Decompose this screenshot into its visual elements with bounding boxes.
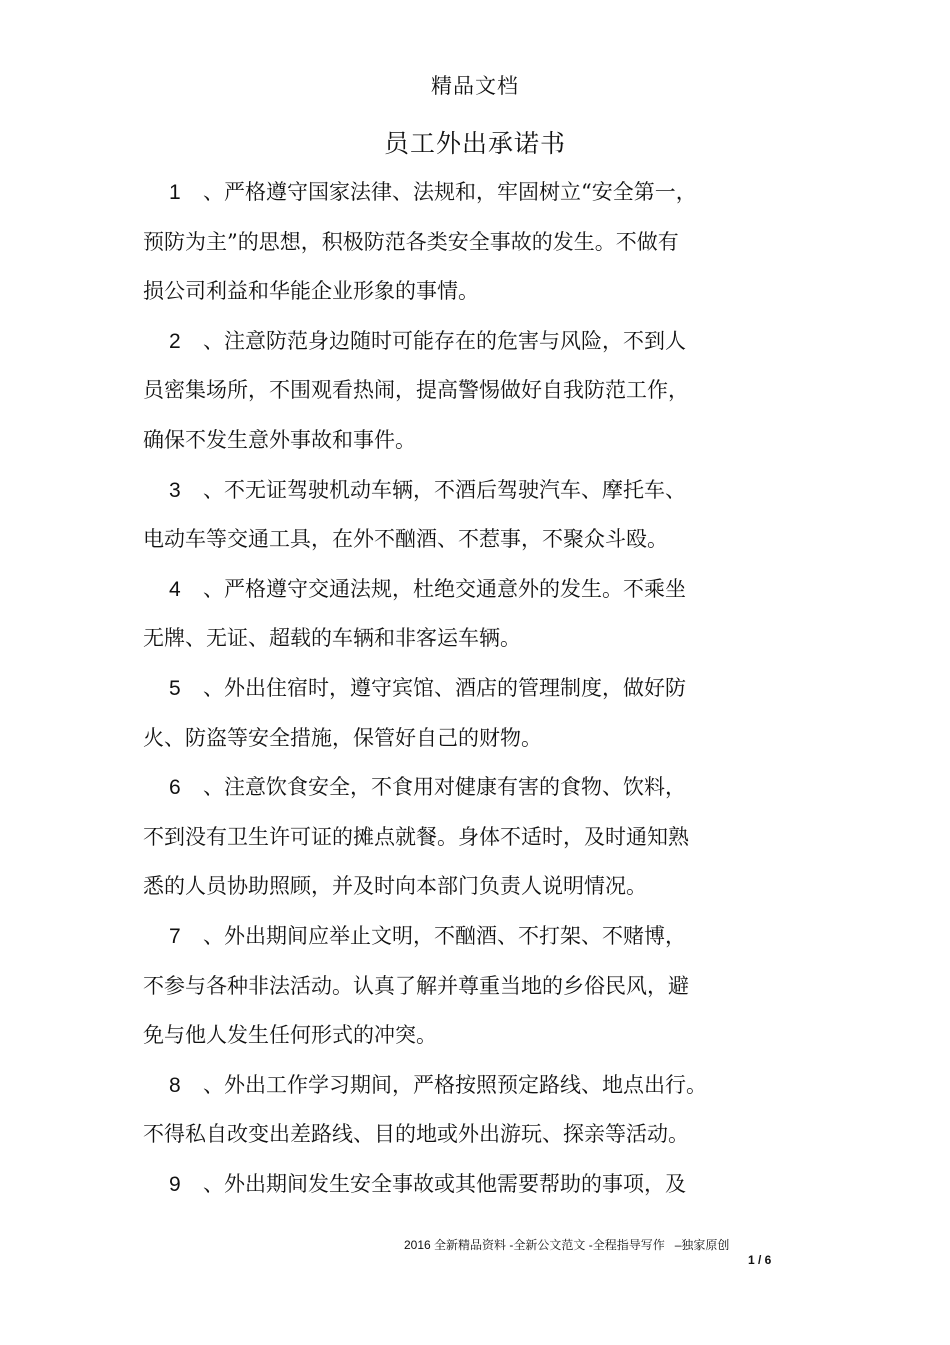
item-number: 3 xyxy=(169,478,181,502)
item-line xyxy=(143,1160,753,1210)
list-item xyxy=(143,565,753,664)
item-text: 、外出期间应举止文明，不酗酒、不打架、不赌博， xyxy=(203,923,686,948)
item-text: 、外出住宿时，遵守宾馆、酒店的管理制度，做好防 xyxy=(203,675,686,700)
item-line xyxy=(143,565,753,615)
list-item xyxy=(143,1061,753,1160)
item-line xyxy=(143,813,753,863)
item-text: 员密集场所，不围观看热闹，提高警惕做好自我防范工作， xyxy=(143,378,689,403)
item-line xyxy=(143,1011,753,1061)
item-line xyxy=(143,862,753,912)
list-item xyxy=(143,168,753,317)
item-text: 、注意防范身边随时可能存在的危害与风险，不到人 xyxy=(203,328,686,353)
list-item xyxy=(143,664,753,763)
item-line xyxy=(143,614,753,664)
item-text: 确保不发生意外事故和事件。 xyxy=(143,427,416,452)
item-line xyxy=(143,962,753,1012)
item-text: 不参与各种非法活动。认真了解并尊重当地的乡俗民风，避 xyxy=(143,973,689,998)
item-number: 8 xyxy=(169,1073,181,1097)
item-number: 7 xyxy=(169,924,181,948)
item-line xyxy=(143,714,753,764)
item-number: 9 xyxy=(169,1172,181,1196)
item-number: 6 xyxy=(169,776,181,800)
item-text: 、外出期间发生安全事故或其他需要帮助的事项，及 xyxy=(203,1171,686,1196)
item-line xyxy=(143,466,753,516)
page-number: 1 / 6 xyxy=(748,1253,772,1267)
item-text: 无牌、无证、超载的车辆和非客运车辆。 xyxy=(143,626,521,651)
item-line xyxy=(143,168,753,218)
list-item xyxy=(143,763,753,912)
item-text: 火、防盗等安全措施，保管好自己的财物。 xyxy=(143,725,542,750)
item-text: 、注意饮食安全，不食用对健康有害的食物、饮料， xyxy=(203,775,686,800)
item-line xyxy=(143,1110,753,1160)
item-text: 、不无证驾驶机动车辆，不酒后驾驶汽车、摩托车、 xyxy=(203,477,686,502)
document-title: 员工外出承诺书 xyxy=(383,129,566,158)
item-text: 不到没有卫生许可证的摊点就餐。身体不适时，及时通知熟 xyxy=(143,824,689,849)
item-text: 、严格遵守交通法规，杜绝交通意外的发生。不乘坐 xyxy=(203,576,686,601)
item-text: 悉的人员协助照顾，并及时向本部门负责人说明情况。 xyxy=(143,874,647,899)
item-line xyxy=(143,317,753,367)
item-line xyxy=(143,1061,753,1111)
item-number: 4 xyxy=(169,577,181,601)
item-text: 不得私自改变出差路线、目的地或外出游玩、探亲等活动。 xyxy=(143,1122,689,1147)
item-number: 1 xyxy=(169,181,181,204)
item-text: 、外出工作学习期间，严格按照预定路线、地点出行。 xyxy=(203,1072,707,1097)
item-line xyxy=(143,267,753,317)
item-line xyxy=(143,912,753,962)
item-line xyxy=(143,416,753,466)
item-line xyxy=(143,664,753,714)
header-watermark: 精品文档 xyxy=(431,74,519,98)
item-text: 电动车等交通工具，在外不酗酒、不惹事，不聚众斗殴。 xyxy=(143,527,668,552)
list-item xyxy=(143,317,753,466)
item-line xyxy=(143,366,753,416)
item-text: 、严格遵守国家法律、法规和，牢固树立“安全第一， xyxy=(203,180,697,204)
item-text: 预防为主”的思想，积极防范各类安全事故的发生。不做有 xyxy=(143,229,679,254)
list-item xyxy=(143,466,753,565)
document-body xyxy=(143,168,753,1209)
list-item xyxy=(143,1160,753,1210)
item-text: 损公司利益和华能企业形象的事情。 xyxy=(143,279,479,304)
footer-note: 2016 全新精品资料 -全新公文范文 -全程指导写作 –独家原创 xyxy=(404,1238,730,1252)
item-text: 免与他人发生任何形式的冲突。 xyxy=(143,1023,437,1048)
list-item xyxy=(143,912,753,1061)
item-line xyxy=(143,515,753,565)
item-number: 2 xyxy=(169,329,181,353)
item-line xyxy=(143,763,753,813)
item-line xyxy=(143,218,753,268)
item-number: 5 xyxy=(169,676,181,700)
